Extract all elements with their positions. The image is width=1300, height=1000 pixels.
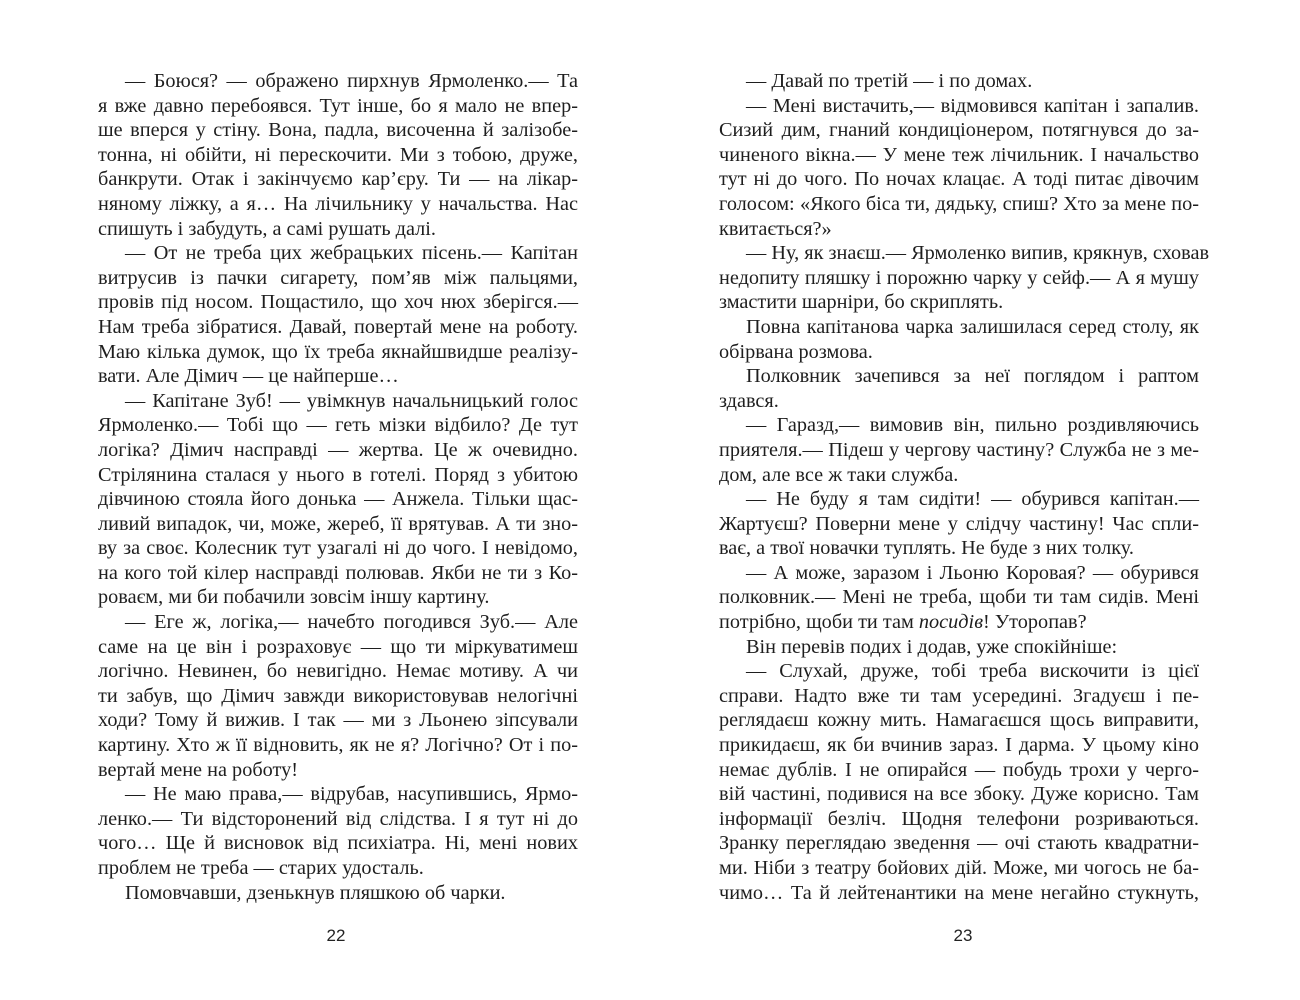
text-line: вертай мене на роботу! xyxy=(98,758,299,781)
text-line: логічно. Невинен, бо невигідно. Немає мотиву. А чи xyxy=(98,660,578,683)
text-line: вати. Але Дімич — це найперше… xyxy=(98,365,399,388)
paragraph xyxy=(719,659,1199,905)
text-segment: потрібно, щоби ти там xyxy=(719,611,919,634)
text-line xyxy=(719,610,1199,635)
text-line: голосом: «Якого біса ти, дядьку, спиш? Хто за мене по- xyxy=(719,192,1199,215)
text-line: Полковник зачепився за неї поглядом і раптом xyxy=(746,365,1199,388)
text-line: ву за своє. Колесник тут узагалі ні до чого. І невідомо, xyxy=(98,537,578,560)
text-line: недопиту пляшку і порожню чарку у сейф.— А я мушу xyxy=(719,266,1199,289)
text-line: Жартуєш? Поверни мене у слідчу частину! Час спли- xyxy=(719,512,1199,535)
text-line: ше вперся у стіну. Вона, падла, височенна й залізобе- xyxy=(98,119,578,142)
paragraph xyxy=(719,241,1210,315)
text-line: змастити шарніри, бо скриплять. xyxy=(719,291,1004,314)
text-line: — Боюся? — ображено пирхнув Ярмоленко.— Та xyxy=(125,70,578,92)
text-line: на кого той кілер насправді полював. Якби не ти з Ко- xyxy=(98,561,578,584)
paragraph xyxy=(98,782,578,880)
text-line: — Мені вистачить,— відмовився капітан і запалив. xyxy=(746,94,1199,117)
text-line: ти забув, що Дімич завжди використовував нелогічні xyxy=(98,684,578,707)
text-line: тут ні до чого. По ночах клацає. А тоді питає дівочим xyxy=(719,168,1199,191)
text-line: проблем не треба — старих удосталь. xyxy=(98,857,424,879)
text-line: — От не треба цих жебрацьких пісень.— Капітан xyxy=(125,242,578,265)
page-number-left: 22 xyxy=(326,926,346,945)
text-line: банкрути. Отак і закінчуємо кар’єру. Ти — на лікар- xyxy=(98,168,578,191)
text-line: немає дублів. І не опирайся — побудь трохи у черго- xyxy=(719,758,1199,781)
italic-emphasis: посидів xyxy=(918,611,983,634)
text-line: — Не маю права,— відрубав, насупившись, Ярмо- xyxy=(125,783,578,806)
text-line: Сизий дим, гнаний кондиціонером, потягнувся до за- xyxy=(719,119,1199,142)
text-line: няному ліжку, а я… На лічильнику у начальства. Нас xyxy=(98,192,578,215)
text-line: Зранку переглядаю зведення — очі стають квадратни- xyxy=(719,832,1199,855)
text-line: ходи? Тому й вижив. І так — ми з Льонею зіпсували xyxy=(98,709,578,732)
text-line: полковник.— Мені не треба, щоби ти там сидів. Мені xyxy=(719,586,1199,609)
text-line: — Слухай, друже, тобі треба вискочити із цієї xyxy=(746,660,1199,683)
text-line: ває, а твої новачки туплять. Не буде з них толку. xyxy=(719,537,1134,560)
paragraph xyxy=(719,315,1199,364)
text-line: тонна, ні обійти, ні перескочити. Ми з тобою, друже, xyxy=(98,143,578,166)
paragraph xyxy=(719,561,1199,635)
paragraph xyxy=(719,487,1199,561)
paragraph xyxy=(719,364,1199,413)
text-line: спишуть і забудуть, а самі рушать далі. xyxy=(98,217,436,240)
paragraph xyxy=(98,881,578,906)
text-line: Нам треба зібратися. Давай, повертай мене на роботу. xyxy=(98,315,578,338)
text-line: Ярмоленко.— Тобі що — геть мізки відбило? Де тут xyxy=(98,414,578,437)
text-line: ливий випадок, чи, може, жереб, її врятував. А ти зно- xyxy=(98,512,578,535)
text-line: провів під носом. Пощастило, що хоч нюх зберігся.— xyxy=(98,291,578,314)
text-line: я вже давно перебоявся. Тут інше, бо я мало не впер- xyxy=(98,94,578,117)
text-line: Помовчавши, дзенькнув пляшкою об чарки. xyxy=(125,881,506,904)
text-line: логіка? Дімич насправді — жертва. Це ж очевидно. xyxy=(98,438,578,461)
text-line: Стрілянина сталася у нього в готелі. Поряд з убитою xyxy=(98,463,578,486)
text-line: Він перевів подих і додав, уже спокійніше: xyxy=(746,635,1118,658)
text-line: здався. xyxy=(719,389,779,412)
paragraph xyxy=(98,389,578,610)
text-line: — А може, заразом і Льоню Коровая? — обурився xyxy=(746,561,1199,584)
left-page-text xyxy=(98,69,578,905)
text-line: обірвана розмова. xyxy=(719,340,873,363)
paragraph xyxy=(719,413,1199,487)
text-line: чиненого вікна.— У мене теж лічильник. І начальство xyxy=(719,143,1199,166)
text-line: прикидаєш, як би вчинив зараз. І дарма. У цьому кіно xyxy=(719,734,1199,757)
text-segment: ! Уторопав? xyxy=(983,611,1087,634)
text-line: квитається?» xyxy=(719,217,832,240)
text-line: ми. Ніби з театру бойових дій. Може, ми чогось не ба- xyxy=(719,857,1199,879)
text-line: Маю кілька думок, що їх треба якнайшвидше реалізу- xyxy=(98,340,578,363)
text-line: чимо… Та й лейтенантики на мене негайно стукнуть, xyxy=(719,881,1199,904)
text-line: вій частині, подивися на все збоку. Дуже корисно. Там xyxy=(719,783,1199,806)
text-line: — Не буду я там сидіти! — обурився капітан.— xyxy=(746,488,1199,511)
text-line: — Гаразд,— вимовив він, пильно роздивляючись xyxy=(746,414,1199,437)
text-line: — Ну, як знаєш.— Ярмоленко випив, крякнув, сховав xyxy=(746,242,1210,265)
text-line: реглядаєш кожну мить. Намагаєшся щось виправити, xyxy=(719,709,1199,732)
text-line: — Еге ж, логіка,— начебто погодився Зуб.— Але xyxy=(125,611,578,634)
paragraph xyxy=(98,610,578,782)
paragraph xyxy=(719,69,1199,94)
text-line: приятеля.— Підеш у чергову частину? Служба не з ме- xyxy=(719,438,1199,461)
text-line: дівчиною стояла його донька — Анжела. Тільки щас- xyxy=(98,488,578,511)
text-line: інформації безліч. Щодня телефони розриваються. xyxy=(719,807,1199,830)
paragraph xyxy=(98,69,578,241)
text-line: справи. Надто вже ти там усередині. Згадуєш і пе- xyxy=(719,684,1199,707)
right-page-text xyxy=(719,69,1210,905)
text-line: ленко.— Ти відсторонений від слідства. І я тут ні до xyxy=(98,807,578,830)
text-line: чого… Ще й висновок від психіатра. Ні, мені нових xyxy=(98,832,578,855)
paragraph xyxy=(719,635,1199,660)
text-line: картину. Хто ж її відновить, як не я? Логічно? От і по- xyxy=(98,734,578,757)
paragraph xyxy=(719,94,1199,242)
paragraph xyxy=(98,241,578,389)
text-line: дом, але все ж таки служба. xyxy=(719,463,959,486)
text-line: витрусив із пачки сигарету, пом’яв між пальцями, xyxy=(98,266,578,289)
text-line: — Капітане Зуб! — увімкнув начальницький голос xyxy=(125,389,578,412)
text-line: Повна капітанова чарка залишилася серед столу, як xyxy=(746,315,1199,338)
text-line: саме на це він і розраховує — що ти міркуватимеш xyxy=(98,635,578,658)
text-line: — Давай по третій — і по домах. xyxy=(746,70,1033,92)
text-line: роваєм, ми би побачили зовсім іншу картину. xyxy=(98,586,490,609)
page-number-right: 23 xyxy=(953,926,973,945)
